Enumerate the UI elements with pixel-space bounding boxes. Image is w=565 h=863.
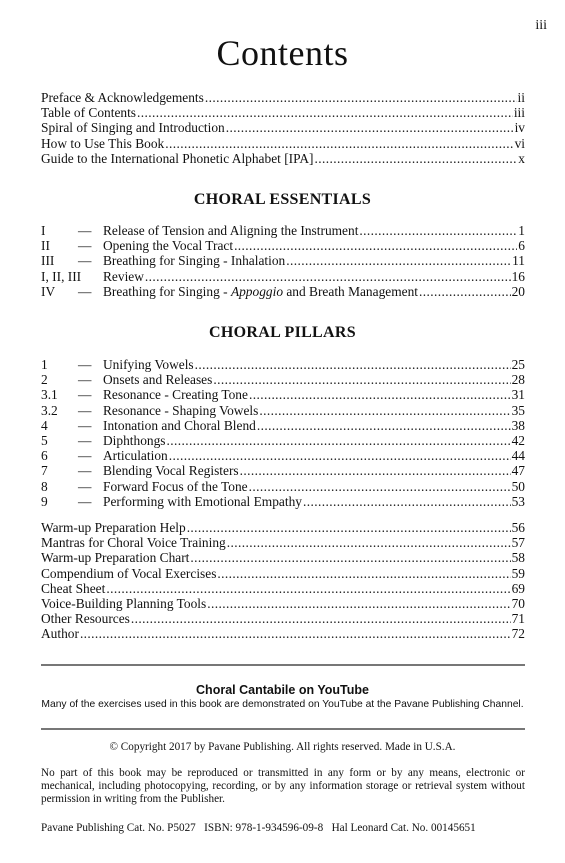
- toc-entry: [41, 238, 525, 253]
- youtube-description: Many of the exercises used in this book are demonstrated on YouTube at the Pavane Publishing Channel.: [41, 699, 524, 710]
- leader-dots: [240, 463, 511, 478]
- leader-dots: [169, 448, 511, 463]
- leader-dots: [419, 284, 511, 299]
- youtube-title: Choral Cantabile on YouTube: [196, 683, 369, 697]
- toc-entry: [41, 403, 525, 418]
- divider: [41, 728, 525, 730]
- leader-dots: [259, 403, 510, 418]
- leader-dots: [213, 372, 510, 387]
- front-matter-list: [41, 90, 525, 166]
- toc-entry-label: Articulation: [103, 448, 168, 464]
- toc-entry: [41, 479, 525, 494]
- toc-entry: [41, 253, 525, 268]
- toc-entry-number: I, II, III: [41, 268, 82, 284]
- toc-entry-page: 72: [511, 626, 525, 642]
- toc-entry-number: 4: [41, 417, 48, 433]
- toc-entry-page: 31: [511, 387, 525, 403]
- toc-entry-page: 69: [511, 580, 525, 596]
- copyright-line: © Copyright 2017 by Pavane Publishing. All rights reserved. Made in U.S.A.: [109, 741, 456, 753]
- toc-entry-page: 28: [511, 372, 525, 388]
- leader-dots: [195, 357, 511, 372]
- leader-dots: [286, 253, 511, 268]
- toc-entry-label: Release of Tension and Aligning the Instrument: [103, 223, 359, 238]
- page-number: iii: [535, 18, 547, 33]
- toc-entry: [41, 223, 525, 238]
- pavane-catalog-number: Pavane Publishing Cat. No. P5027: [41, 822, 196, 834]
- toc-entry-page: 35: [511, 402, 525, 418]
- toc-entry: [41, 494, 525, 509]
- toc-entry: [41, 596, 525, 611]
- toc-entry-dash: —: [78, 448, 92, 464]
- toc-entry-page: 56: [511, 520, 525, 535]
- toc-entry: [41, 105, 525, 120]
- leader-dots: [165, 136, 513, 151]
- toc-entry-dash: —: [78, 253, 92, 269]
- toc-entry-label: Compendium of Vocal Exercises: [41, 565, 217, 581]
- toc-entry-dash: —: [78, 283, 92, 299]
- toc-entry-label: Diphthongs: [103, 432, 166, 448]
- section-heading-choral-essentials: CHORAL ESSENTIALS: [193, 191, 372, 208]
- toc-entry-page: 38: [511, 417, 525, 433]
- toc-entry-number: IV: [41, 283, 56, 299]
- leader-dots: [257, 418, 511, 433]
- toc-entry: [41, 433, 525, 448]
- section-heading-choral-pillars: CHORAL PILLARS: [209, 324, 356, 341]
- toc-entry-dash: —: [78, 417, 92, 433]
- leader-dots: [106, 581, 510, 596]
- toc-entry: [41, 418, 525, 433]
- toc-entry-page: 47: [511, 463, 525, 479]
- toc-entry-label: Unifying Vowels: [103, 357, 194, 372]
- hal-leonard-catalog-number: Hal Leonard Cat. No. 00145651: [331, 822, 476, 834]
- toc-entry-label: Warm-up Preparation Chart: [41, 550, 190, 566]
- toc-entry-page: vi: [514, 135, 525, 151]
- back-matter-list: [41, 520, 525, 642]
- toc-entry: [41, 90, 525, 105]
- toc-entry: [41, 581, 525, 596]
- leader-dots: [205, 90, 517, 105]
- toc-entry-label: How to Use This Book: [41, 135, 165, 151]
- toc-entry: [41, 357, 525, 372]
- toc-entry-page: 16: [511, 268, 525, 284]
- toc-entry: [41, 566, 525, 581]
- leader-dots: [234, 238, 517, 253]
- toc-entry-dash: —: [78, 238, 92, 254]
- toc-entry-label: Preface & Acknowledgements: [41, 90, 204, 105]
- leader-dots: [207, 596, 510, 611]
- choral-pillars-list: [41, 357, 525, 509]
- toc-entry: [41, 448, 525, 463]
- toc-entry-number: 8: [41, 478, 48, 494]
- leader-dots: [249, 387, 511, 402]
- toc-entry-page: 6: [518, 238, 525, 254]
- leader-dots: [137, 105, 513, 120]
- leader-dots: [249, 479, 511, 494]
- toc-entry: [41, 284, 525, 299]
- toc-entry: [41, 611, 525, 626]
- toc-entry-label: Opening the Vocal Tract: [103, 238, 234, 254]
- toc-entry-number: III: [41, 253, 55, 269]
- isbn: ISBN: 978-1-934596-09-8: [204, 822, 324, 834]
- leader-dots: [131, 611, 511, 626]
- toc-entry-label-prefix: Breathing for Singing -: [103, 283, 231, 299]
- leader-dots: [187, 520, 511, 535]
- leader-dots: [303, 494, 511, 509]
- divider: [41, 664, 525, 666]
- toc-entry-page: iii: [513, 105, 525, 121]
- toc-entry-label: Resonance - Shaping Vowels: [103, 402, 259, 418]
- toc-entry: [41, 550, 525, 565]
- leader-dots: [217, 566, 510, 581]
- leader-dots: [167, 433, 511, 448]
- toc-entry-label: Table of Contents: [41, 105, 137, 121]
- toc-entry-dash: —: [78, 402, 92, 418]
- toc-entry: [41, 535, 525, 550]
- toc-entry: [41, 463, 525, 478]
- toc-entry-label: Breathing for Singing - Inhalation: [103, 253, 286, 269]
- toc-entry-number: 1: [41, 357, 48, 372]
- toc-entry-number: 7: [41, 463, 48, 479]
- toc-entry-label: Review: [103, 268, 144, 284]
- toc-entry-number: 5: [41, 432, 48, 448]
- leader-dots: [314, 151, 517, 166]
- toc-entry-page: ii: [517, 90, 525, 105]
- toc-entry: [41, 387, 525, 402]
- toc-entry-page: 50: [511, 478, 525, 494]
- rights-notice: No part of this book may be reproduced or transmitted in any form or by any means, electronic or mechanical, including photocopying, recording, or by any information storage or retrieval system without permission in writing from the Publisher.: [41, 767, 525, 805]
- toc-entry-page: 1: [518, 223, 525, 238]
- page-title: Contents: [216, 33, 349, 73]
- toc-entry-page: 20: [511, 283, 525, 299]
- toc-entry-label: Other Resources: [41, 611, 130, 627]
- toc-entry-number: 3.1: [41, 387, 58, 403]
- toc-entry-dash: —: [78, 223, 92, 238]
- toc-entry-page: x: [518, 150, 525, 166]
- toc-entry-label: Performing with Emotional Empathy: [103, 493, 302, 509]
- leader-dots: [80, 626, 511, 641]
- toc-entry: [41, 269, 525, 284]
- catalog-line: [41, 822, 525, 834]
- toc-entry: [41, 520, 525, 535]
- leader-dots: [145, 269, 511, 284]
- toc-entry-dash: —: [78, 432, 92, 448]
- toc-entry-label: Forward Focus of the Tone: [103, 478, 248, 494]
- toc-entry-label: Intonation and Choral Blend: [103, 417, 256, 433]
- toc-entry-number: II: [41, 238, 50, 254]
- toc-entry-label: Mantras for Choral Voice Training: [41, 535, 226, 551]
- toc-entry-page: 70: [511, 595, 525, 611]
- toc-entry-page: 59: [511, 565, 525, 581]
- toc-entry-dash: —: [78, 493, 92, 509]
- toc-entry: [41, 120, 525, 135]
- toc-entry-number: 2: [41, 372, 48, 388]
- leader-dots: [227, 535, 511, 550]
- leader-dots: [359, 223, 517, 238]
- toc-entry-label-italic: Appoggio: [230, 283, 284, 299]
- toc-entry-label-suffix: and Breath Management: [283, 283, 418, 299]
- leader-dots: [226, 120, 514, 135]
- toc-entry-page: 58: [511, 550, 525, 566]
- toc-entry-dash: —: [78, 357, 92, 372]
- toc-entry-page: 53: [511, 493, 525, 509]
- toc-entry-page: iv: [514, 120, 525, 136]
- toc-entry-page: 57: [511, 535, 525, 551]
- toc-entry-label: Resonance - Creating Tone: [103, 387, 248, 403]
- toc-entry: [41, 151, 525, 166]
- toc-entry-label: Warm-up Preparation Help: [41, 520, 186, 535]
- toc-entry-page: 11: [512, 253, 525, 269]
- toc-entry-label: Author: [41, 626, 79, 642]
- toc-entry: [41, 372, 525, 387]
- toc-entry-label: [103, 284, 418, 299]
- toc-entry-number: I: [41, 223, 46, 238]
- toc-entry-page: 25: [511, 357, 525, 372]
- toc-entry-label: Blending Vocal Registers: [103, 463, 239, 479]
- toc-entry-label: Guide to the International Phonetic Alphabet [IPA]: [41, 150, 314, 166]
- toc-entry-label: Onsets and Releases: [103, 372, 213, 388]
- toc-entry-label: Spiral of Singing and Introduction: [41, 120, 225, 136]
- toc-entry-number: 9: [41, 493, 48, 509]
- toc-entry-number: 3.2: [41, 402, 58, 418]
- toc-entry-number: 6: [41, 448, 48, 464]
- toc-entry: [41, 626, 525, 641]
- toc-entry-page: 71: [511, 611, 525, 627]
- choral-essentials-list: [41, 223, 525, 299]
- toc-entry-dash: —: [78, 463, 92, 479]
- toc-entry: [41, 136, 525, 151]
- toc-entry-label: Cheat Sheet: [41, 580, 106, 596]
- toc-entry-dash: —: [78, 372, 92, 388]
- toc-entry-dash: —: [78, 478, 92, 494]
- toc-entry-dash: —: [78, 387, 92, 403]
- toc-entry-page: 44: [511, 448, 525, 464]
- toc-entry-page: 42: [511, 432, 525, 448]
- leader-dots: [190, 550, 510, 565]
- toc-entry-label: Voice-Building Planning Tools: [41, 595, 207, 611]
